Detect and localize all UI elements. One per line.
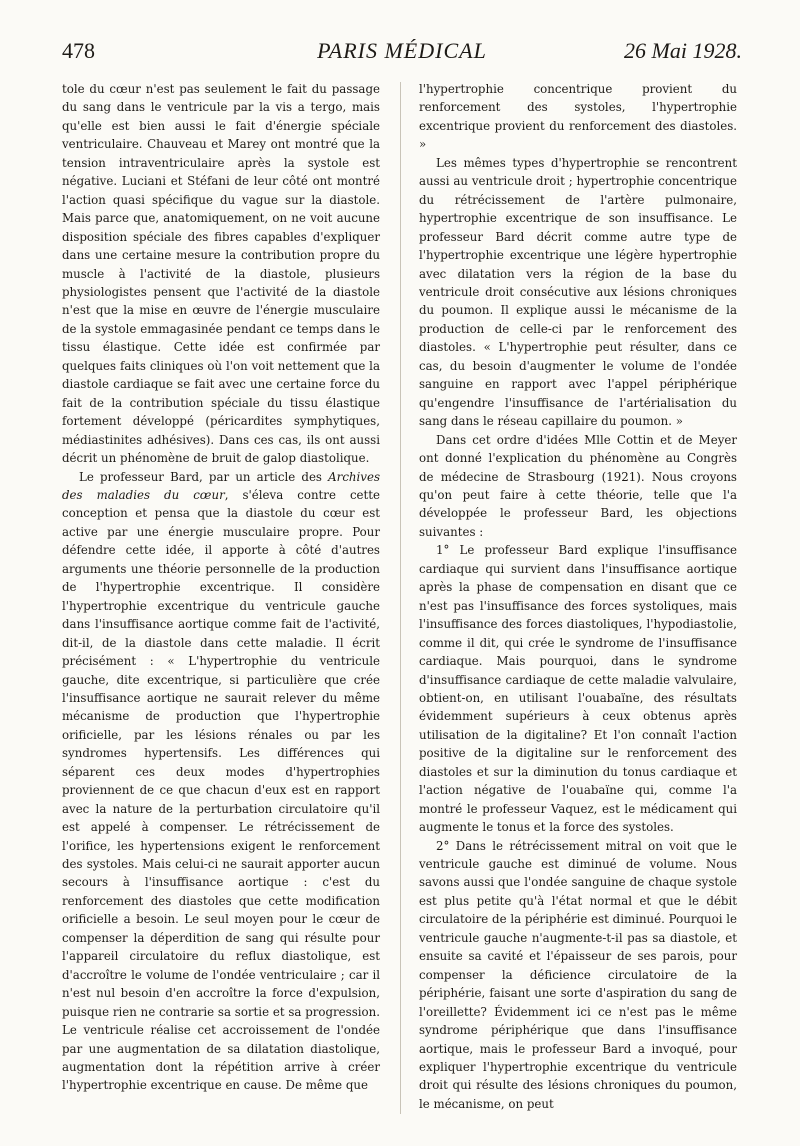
page-number: 478	[62, 38, 95, 63]
column-divider	[400, 82, 401, 1114]
paragraph: Les mêmes types d'hypertrophie se rencontrent aussi au ventricule droit ; hypertrophie concentrique du rétrécissement de l'artère pulmonaire, hypertrophie excentrique de son insuffisance. Le professeur Bard décrit comme autre type de l'hypertrophie excentrique une légère hypertrophie avec dilatation vers la région de la base du ventricule droit consécutive aux lésions chroniques du poumon. Il explique aussi le mécanisme de la production de celle-ci par le renforcement des diastoles. « L'hypertrophie peut résulter, dans ce cas, du besoin d'augmenter le volume de l'ondée sanguine en rapport avec l'appel périphérique qu'engendre l'insuffisance de l'artérialisation du sang dans le réseau capillaire du poumon. »	[419, 155, 737, 429]
paragraph: tole du cœur n'est pas seulement le fait du passage du sang dans le ventricule par la vis a tergo, mais qu'elle est bien aussi le fait d'énergie spéciale ventriculaire. Chauveau et Marey ont montré que la tension intraventriculaire après la systole est négative. Luciani et Stéfani de leur côté ont montré l'action quasi spécifique du vague sur la diastole. Mais parce que, anatomiquement, on ne voit aucune disposition spéciale des fibres capables d'expliquer dans une certaine mesure la contribution propre du muscle à l'activité de la diastole, plusieurs physiologistes pensent que l'activité de la diastole n'est que la mise en œuvre de l'énergie musculaire de la systole emmagasinée pendant ce temps dans le tissu élastique. Cette idée est confirmée par quelques faits cliniques où l'on voit nettement que la diastole cardiaque se fait avec une certaine force du fait de la contribution spéciale du tissu élastique fortement développé (péricardites symphytiques, médiastinites adhésives). Dans ces cas, ils ont aussi décrit un phénomène de bruit de galop diastolique.	[62, 82, 380, 466]
paragraph	[62, 468, 380, 1095]
paragraph: 2° Dans le rétrécissement mitral on voit que le ventricule gauche est diminué de volume. Nous savons aussi que l'ondée sanguine de chaque systole est plus petite qu'à l'état normal et que le débit circulatoire de la périphérie est diminué. Pourquoi le ventricule gauche n'augmente-t-il pas sa diastole, et ensuite sa cavité et l'épaisseur de ses parois, pour compenser la déficience circulatoire de la périphérie, faisant une sorte d'aspiration du sang de l'oreillette? Évidemment ici ce n'est pas le même syndrome périphérique que dans l'insuffisance aortique, mais le professeur Bard a invoqué, pour expliquer l'hypertrophie excentrique du ventricule droit qui résulte des lésions chroniques du poumon, le mécanisme, on peut	[419, 838, 737, 1111]
journal-reference: Archives des maladies du cœur	[62, 469, 380, 502]
page-header	[62, 38, 742, 72]
paragraph: 1° Le professeur Bard explique l'insuffisance cardiaque qui survient dans l'insuffisance aortique après la phase de compensation en disant que ce n'est pas l'insuffisance des forces systoliques, mais l'insuffisance des forces diastoliques, l'hypodiastolie, comme il dit, qui crée le syndrome de l'insuffisance cardiaque. Mais pourquoi, dans le syndrome d'insuffisance cardiaque de cette maladie valvulaire, obtient-on, en utilisant l'ouabaïne, des résultats évidemment supérieurs à ceux obtenus après utilisation de la digitaline? Et l'on connaît l'action positive de la digitaline sur le renforcement des diastoles et sur la diminution du tonus cardiaque et l'action négative de l'ouabaïne qui, comme l'a montré le professeur Vaquez, est le médicament qui augmente le tonus et la force des systoles.	[419, 543, 737, 835]
paragraph: l'hypertrophie concentrique provient du renforcement des systoles, l'hypertrophie excentrique provient du renforcement des diastoles. »	[419, 82, 737, 152]
paragraph-text: , s'éleva contre cette conception et pensa que la diastole du cœur est active par une énergie musculaire propre. Pour défendre cette idée, il apporte à côté d'autres arguments une théorie personnelle de la production de l'hypertrophie excentrique. Il considère l'hypertrophie excentrique du ventricule gauche dans l'insuffisance aortique comme fait de l'activité, dit-il, de la diastole dans cette maladie. Il écrit précisément : « L'hypertrophie du ventricule gauche, dite excentrique, si particulière que crée l'insuffisance aortique ne saurait relever du même mécanisme de production que l'hypertrophie orificielle, par les lésions rénales ou par les syndromes hypertensifs. Les différences qui séparent ces deux modes d'hypertrophies proviennent de ce que chacun d'eux est en rapport avec la nature de la perturbation circulatoire qu'il est appelé à compenser. Le rétrécissement de l'orifice, les hypertensions exigent le renforcement des systoles. Mais celui-ci ne saurait apporter aucun secours à l'insuffisance aortique : c'est du renforcement des diastoles que cette modification orificielle a besoin. Le seul moyen pour le cœur de compenser la déperdition de sang qui résulte pour l'appareil circulatoire du reflux diastolique, est d'accroître le volume de l'ondée ventriculaire ; car il n'est nul besoin d'en accroître la force d'expulsion, puisque rien ne contrarie sa sortie et sa progression. Le ventricule réalise cet accroissement de l'ondée par une augmentation de sa dilatation diastolique, augmentation dont la répétition arrive à créer l'hypertrophie excentrique en cause. De même que	[62, 487, 380, 1093]
right-column	[419, 80, 737, 1113]
left-column	[62, 80, 380, 1095]
paragraph: Dans cet ordre d'idées Mlle Cottin et de Meyer ont donné l'explication du phénomène au Congrès de médecine de Strasbourg (1921). Nous croyons qu'on peut faire à cette théorie, telle que l'a développée le professeur Bard, les objections suivantes :	[419, 432, 737, 539]
journal-title: PARIS MÉDICAL	[317, 38, 487, 63]
issue-date: 26 Mai 1928.	[624, 38, 742, 63]
paragraph-text: Le professeur Bard, par un article des	[79, 469, 329, 484]
